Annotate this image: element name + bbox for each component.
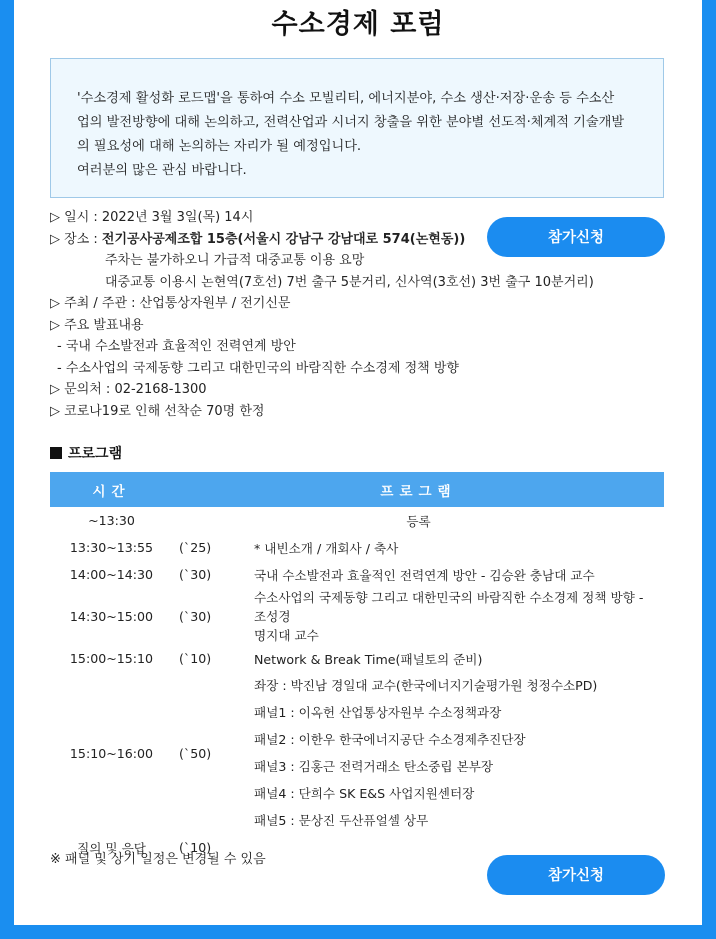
row-duration: (`30): [179, 567, 212, 582]
apply-button-top[interactable]: 참가신청: [487, 217, 665, 257]
intro-line: 여러분의 많은 관심 바랍니다.: [77, 163, 247, 178]
program-heading-label: 프로그램: [68, 446, 123, 462]
info-host: ▷ 주최 / 주관 : 산업통상자원부 / 전기신문: [50, 296, 291, 311]
moderator: 좌장 : 박진남 경일대 교수(한국에너지기술평가원 청정수소PD): [254, 678, 598, 693]
row-desc: 국내 수소발전과 효율적인 전력연계 방안 - 김승완 충남대 교수: [254, 568, 595, 583]
row-duration: (`25): [179, 540, 212, 555]
table-row: [50, 588, 664, 645]
row-desc: * 내빈소개 / 개회사 / 축사: [254, 541, 399, 556]
info-place-value: 전기공사공제조합 15층(서울시 강남구 강남대로 574(논현동)): [101, 231, 466, 247]
info-place: [50, 229, 490, 251]
info-contact: ▷ 문의처 : 02-2168-1300: [50, 382, 207, 397]
row-time: 질의 및 응답: [77, 841, 146, 856]
panelist: 패널5 : 문상진 두산퓨얼셀 상무: [254, 813, 429, 828]
row-desc: [254, 672, 664, 834]
footnote: ※ 패널 및 상기 일정은 변경될 수 있음: [50, 852, 266, 867]
info-topic-2: - 수소사업의 국제동향 그리고 대한민국의 바람직한 수소경제 정책 방향: [57, 360, 459, 376]
panelist: 패널2 : 이한우 한국에너지공단 수소경제추진단장: [254, 732, 526, 747]
page-title: 수소경제 포럼: [271, 9, 445, 40]
table-header-row: [50, 472, 664, 507]
table-row: [50, 672, 664, 834]
info-transit: 대중교통 이용시 논현역(7호선) 7번 출구 5분거리, 신사역(3호선) 3번 출구 10분거리): [105, 274, 594, 290]
apply-button-bottom[interactable]: 참가신청: [487, 855, 665, 895]
program-table: [50, 472, 664, 861]
row-time: 13:30~13:55: [69, 540, 154, 555]
info-limit: ▷ 코로나19로 인해 선착순 70명 한정: [50, 403, 265, 419]
info-date: ▷ 일시 : 2022년 3월 3일(목) 14시: [50, 210, 254, 225]
program-heading: [50, 443, 122, 463]
table-row: [50, 561, 664, 588]
row-duration: (`10): [179, 651, 212, 666]
table-row: [50, 534, 664, 561]
row-duration: (`50): [179, 745, 212, 761]
row-time: 14:30~15:00: [69, 609, 154, 624]
header-program: 프로그램: [173, 472, 664, 507]
intro-line: 업의 발전방향에 대해 논의하고, 전력산업과 시너지 창출을 위한 분야별 선도적·체계적 기술개발: [77, 115, 625, 130]
panelist: 패널1 : 이옥헌 산업통상자원부 수소정책과장: [254, 705, 502, 720]
info-topic-1: - 국내 수소발전과 효율적인 전력연계 방안: [57, 339, 296, 354]
intro-line: 의 필요성에 대해 논의하는 자리가 될 예정입니다.: [77, 139, 362, 154]
row-time: 15:10~16:00: [69, 745, 154, 761]
row-time: 14:00~14:30: [69, 567, 154, 582]
intro-box: [50, 58, 664, 198]
row-duration: (`30): [179, 609, 212, 624]
row-desc: Network & Break Time(패널토의 준비): [254, 652, 483, 667]
info-parking: 주차는 불가하오니 가급적 대중교통 이용 요망: [105, 253, 365, 268]
header-time: 시간: [50, 472, 173, 507]
square-bullet-icon: [50, 447, 62, 459]
table-row: [50, 645, 664, 672]
row-desc-line: 명지대 교수: [254, 628, 319, 643]
panelist: 패널4 : 단희수 SK E&S 사업지원센터장: [254, 786, 475, 801]
row-time: 15:00~15:10: [69, 651, 154, 666]
row-duration: (`10): [179, 840, 212, 855]
table-row: [50, 507, 664, 534]
row-desc: [254, 588, 664, 645]
row-time: ~13:30: [88, 513, 135, 528]
row-desc: 등록: [406, 514, 431, 529]
info-place-label: ▷ 장소 :: [50, 231, 102, 247]
intro-line: '수소경제 활성화 로드맵'을 통하여 수소 모빌리티, 에너지분야, 수소 생산·저장·운송 등 수소산: [77, 91, 615, 106]
info-topics-label: ▷ 주요 발표내용: [50, 317, 144, 333]
panelist: 패널3 : 김홍근 전력거래소 탄소중립 본부장: [254, 759, 494, 774]
row-desc-line: 수소사업의 국제동향 그리고 대한민국의 바람직한 수소경제 정책 방향 - 조성경: [254, 590, 644, 624]
